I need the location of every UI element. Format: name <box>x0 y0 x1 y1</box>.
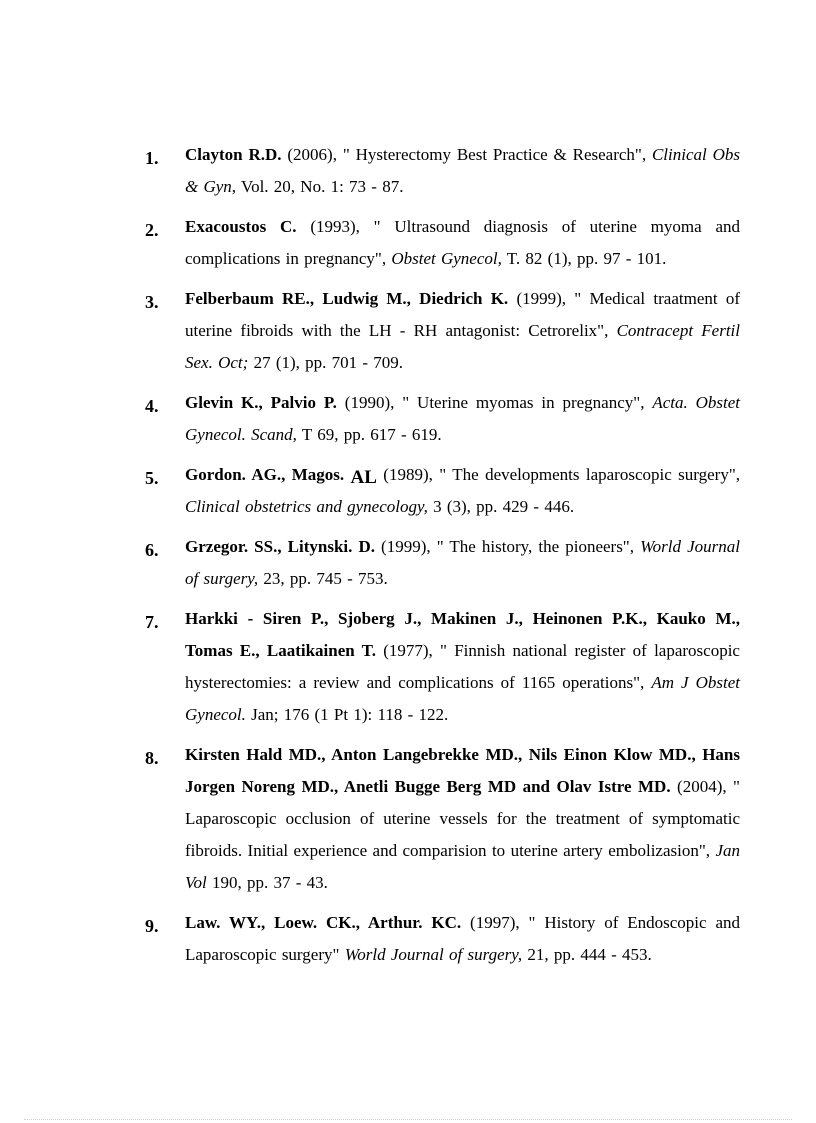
reference-text <box>185 139 740 203</box>
reference-source: Contracept Fertil Sex. Oct; <box>185 321 740 372</box>
reference-source: World Journal of surgery, <box>344 945 523 964</box>
reference-authors: Law. WY., Loew. CK., Arthur. KC. <box>185 913 462 932</box>
reference-title: (2004), " Laparoscopic occlusion of uterine vessels for the treatment of symptomatic fibroids. Initial experience and comparision to uterine artery embolizasion", <box>185 777 740 860</box>
reference-text <box>185 283 740 379</box>
reference-details: 23, pp. 745 - 753. <box>258 569 388 588</box>
reference-number: 2. <box>145 220 159 240</box>
reference-details: T. 82 (1), pp. 97 - 101. <box>501 249 667 268</box>
reference-authors: Exacoustos C. <box>185 217 297 236</box>
reference-item <box>145 387 740 451</box>
reference-title: (1999), " The history, the pioneers", <box>374 537 641 556</box>
reference-number: 6. <box>145 540 159 560</box>
reference-text <box>185 531 740 595</box>
reference-text <box>185 387 740 451</box>
reference-number: 5. <box>145 468 159 488</box>
reference-details: 190, pp. 37 - 43. <box>206 873 328 892</box>
reference-details: Jan; 176 (1 Pt 1): 118 - 122. <box>245 705 449 724</box>
reference-title: (1993), " Ultrasound diagnosis of uterine myoma and complications in pregnancy", <box>185 217 740 268</box>
reference-details: 21, pp. 444 - 453. <box>522 945 652 964</box>
reference-source: Obstet Gynecol, <box>391 249 502 268</box>
reference-number: 1. <box>145 148 159 168</box>
reference-source: Am J Obstet Gynecol. <box>185 673 740 724</box>
reference-text <box>185 459 740 523</box>
reference-title: (1999), " Medical traatment of uterine fibroids with the LH - RH antagonist: Cetrorelix", <box>185 289 741 340</box>
reference-item <box>145 283 740 379</box>
reference-authors: Glevin K., Palvio P. <box>185 393 337 412</box>
reference-item <box>145 211 740 275</box>
reference-number: 3. <box>145 292 159 312</box>
reference-text <box>185 211 740 275</box>
reference-text <box>185 603 740 731</box>
reference-authors: Clayton R.D. <box>185 145 282 164</box>
reference-item <box>145 459 740 523</box>
reference-title: (1990), " Uterine myomas in pregnancy", <box>336 393 653 412</box>
reference-item <box>145 139 740 203</box>
reference-list <box>145 139 740 979</box>
reference-item <box>145 531 740 595</box>
reference-source: Acta. Obstet Gynecol. Scand, <box>185 393 741 444</box>
reference-number: 4. <box>145 396 159 416</box>
reference-number: 9. <box>145 916 159 936</box>
reference-item <box>145 603 740 731</box>
reference-text <box>185 907 740 971</box>
reference-authors: Felberbaum RE., Ludwig M., Diedrich K. <box>185 289 509 308</box>
reference-details: , Vol. 20, No. 1: 73 - 87. <box>231 177 404 196</box>
reference-authors: Harkki - Siren P., Sjoberg J., Makinen J., Heinonen P.K., Kauko M., Tomas E., Laatikainen T. <box>185 609 740 660</box>
reference-title: (1997), " History of Endoscopic and Laparoscopic surgery" <box>185 913 740 964</box>
page-bottom-divider <box>24 1119 792 1120</box>
reference-authors: Grzegor. SS., Litynski. D. <box>185 537 375 556</box>
reference-source: Clinical obstetrics and gynecology, <box>185 497 428 516</box>
reference-text <box>185 739 740 899</box>
reference-authors: Kirsten Hald MD., Anton Langebrekke MD., Nils Einon Klow MD., Hans Jorgen Noreng MD., Anetli Bugge Berg MD and Olav Istre MD. <box>185 745 740 796</box>
reference-details: 27 (1), pp. 701 - 709. <box>248 353 404 372</box>
reference-title: (1977), " Finnish national register of laparoscopic hysterectomies: a review and complications of 1165 operations", <box>185 641 740 692</box>
reference-number: 8. <box>145 748 159 768</box>
reference-authors: Gordon. AG., Magos. <box>185 465 345 484</box>
reference-source: Clinical Obs & Gyn <box>185 145 740 196</box>
reference-source: World Journal of surgery, <box>185 537 740 588</box>
reference-details: 3 (3), pp. 429 - 446. <box>427 497 575 516</box>
reference-source: Jan Vol <box>185 841 740 892</box>
reference-item <box>145 907 740 971</box>
reference-number: 7. <box>145 612 159 632</box>
reference-title: (2006), " Hysterectomy Best Practice & Research", <box>281 145 652 164</box>
reference-details: T 69, pp. 617 - 619. <box>296 425 442 444</box>
reference-authors-extra: AL <box>350 467 377 488</box>
reference-title: (1989), " The developments laparoscopic surgery", <box>376 465 741 484</box>
reference-item <box>145 739 740 899</box>
